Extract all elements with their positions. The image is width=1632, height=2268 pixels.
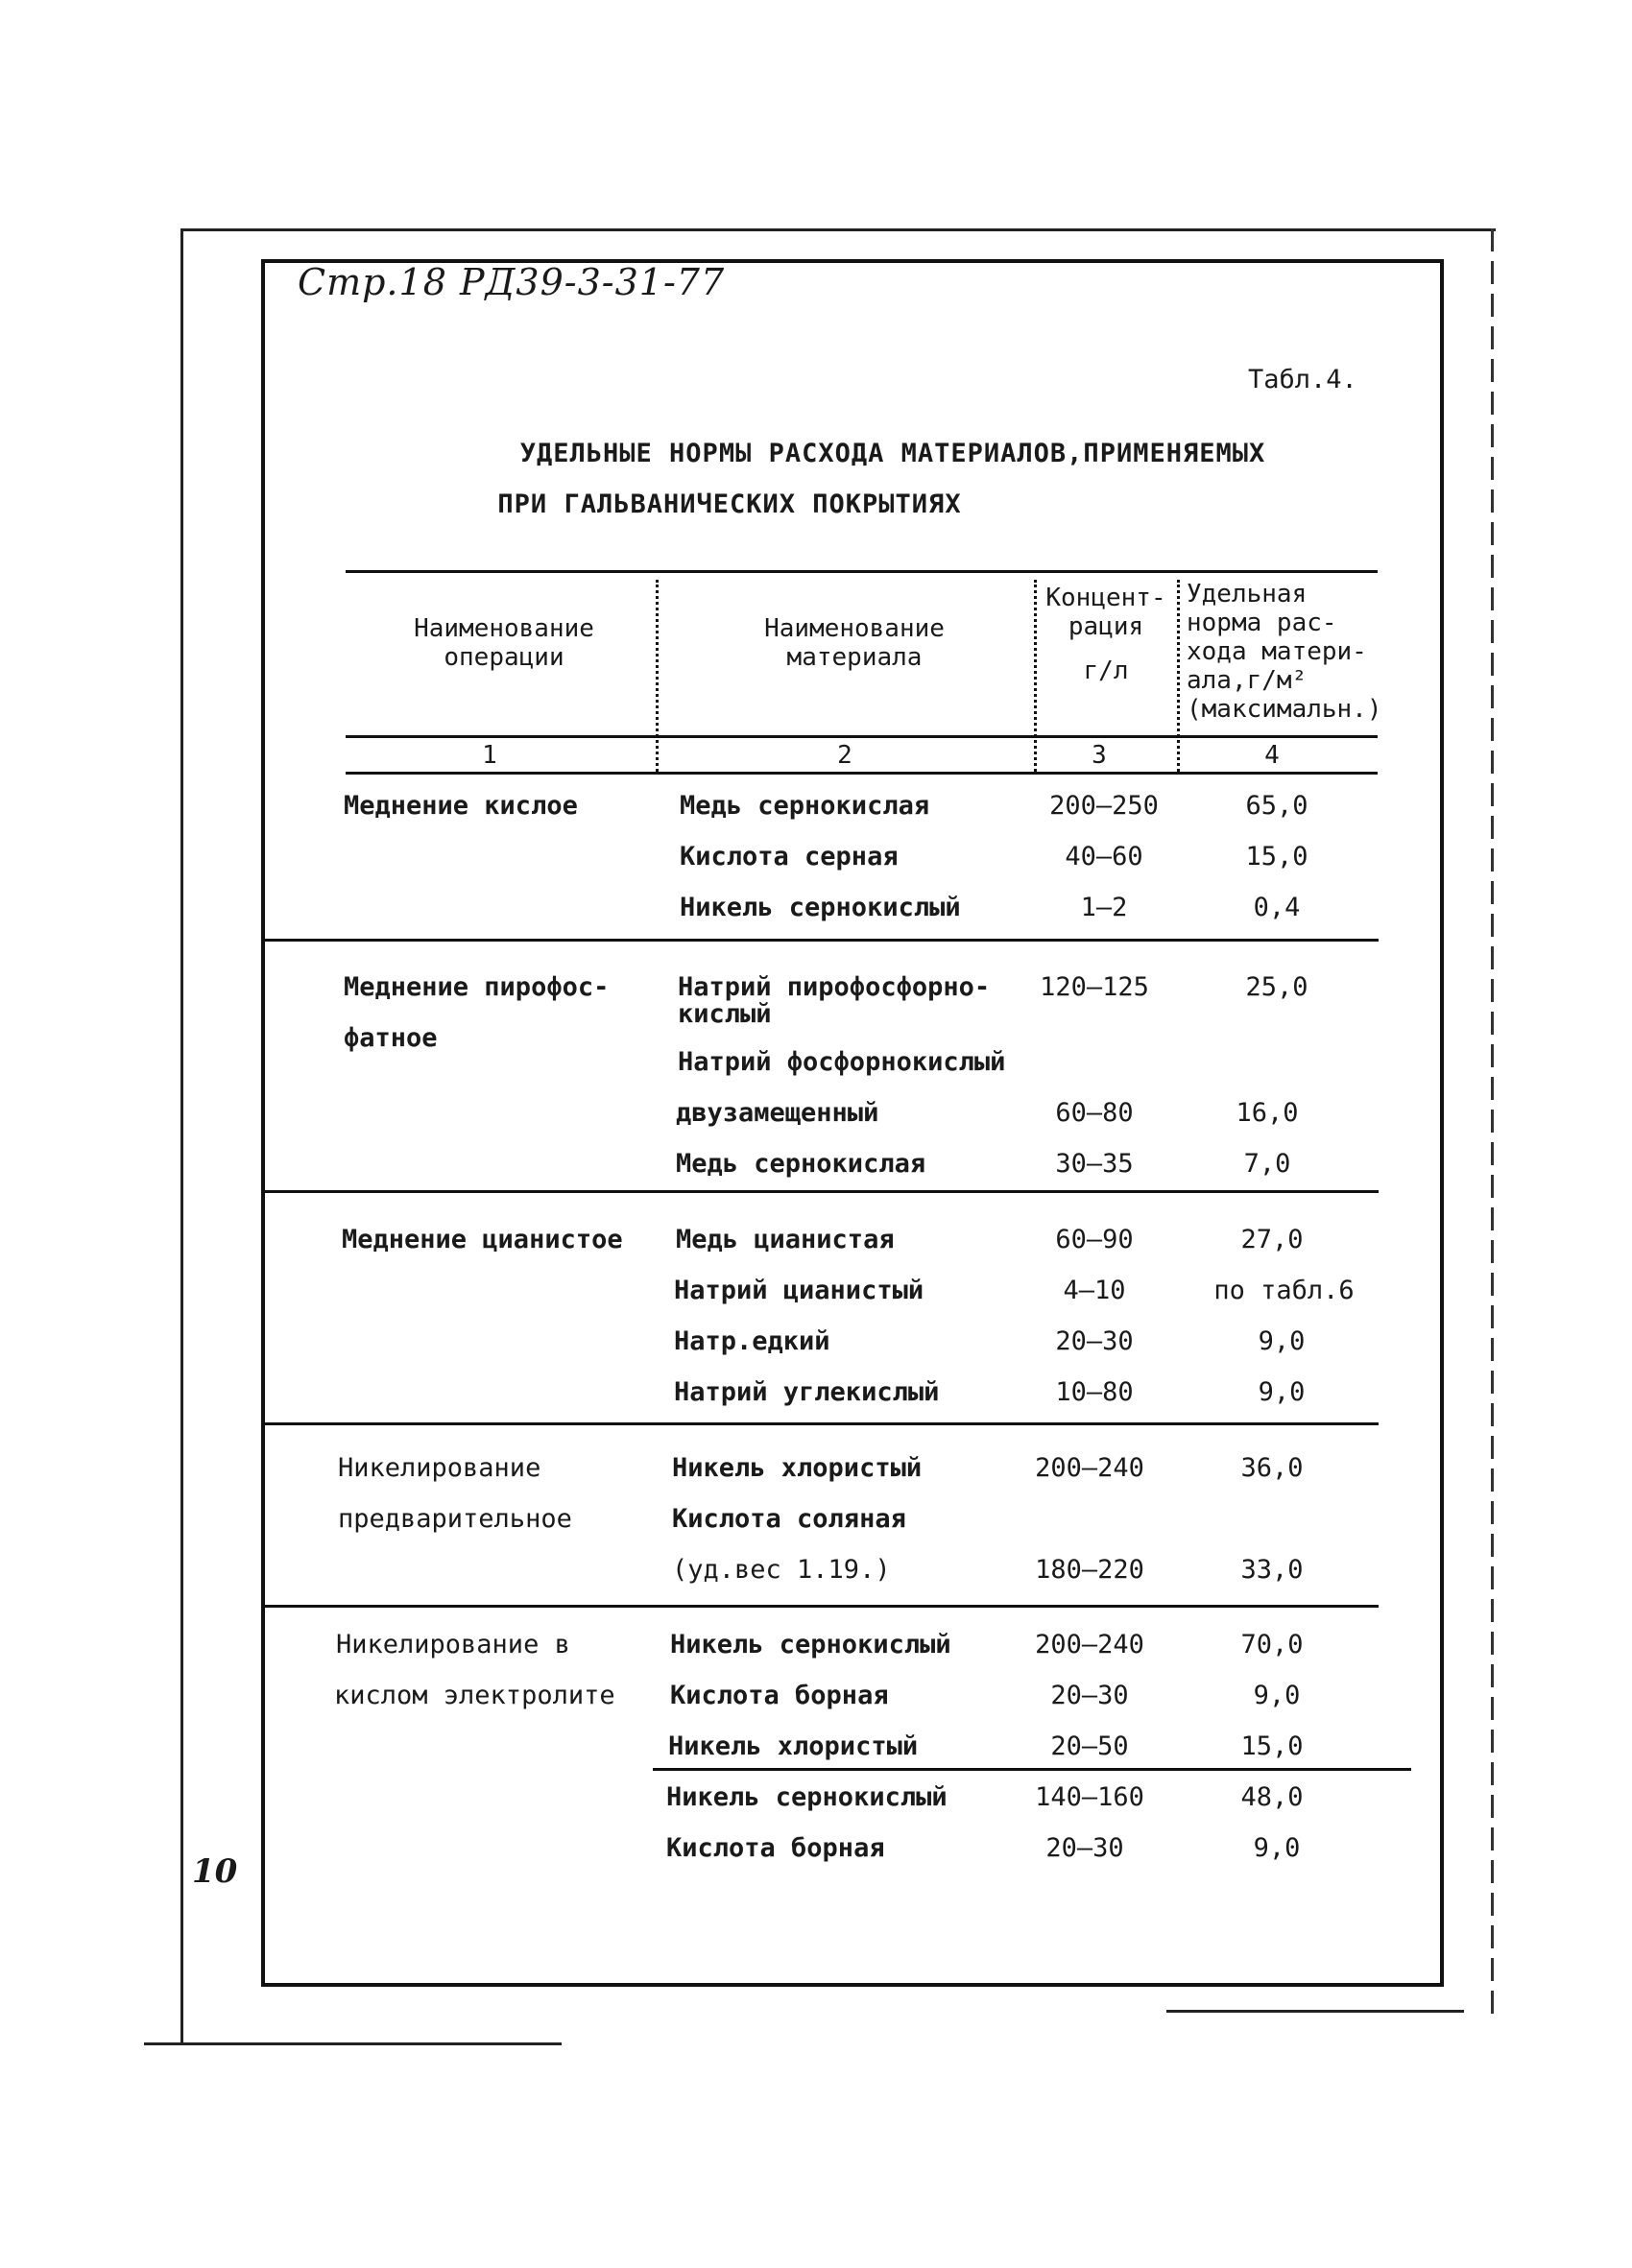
header-separator-2: [1034, 580, 1037, 772]
norm-value: 7,0: [1243, 1149, 1291, 1179]
concentration-value: 60–90: [1055, 1225, 1134, 1254]
column-number-4: 4: [1264, 741, 1280, 770]
material-name: Кислота борная: [666, 1833, 885, 1863]
norm-value: 33,0: [1240, 1555, 1304, 1585]
header-norm: Удельная норма рас- хода матери- ала,г/м² (максимальн.): [1187, 580, 1382, 724]
material-name: Никель сернокислый: [670, 1630, 951, 1659]
section-divider: [265, 1190, 1379, 1193]
section-divider: [265, 1605, 1379, 1608]
material-name: Медь сернокислая: [680, 791, 930, 821]
header-operation: Наименование операции: [414, 614, 594, 672]
concentration-value: 40–60: [1065, 842, 1143, 871]
subsection-divider: [653, 1768, 1411, 1771]
header-top-rule: [346, 570, 1378, 573]
material-name: Медь цианистая: [676, 1225, 895, 1254]
material-name: Натрий цианистый: [674, 1276, 924, 1305]
margin-number: 10: [192, 1852, 238, 1891]
concentration-value: 20–30: [1050, 1681, 1129, 1710]
material-name: Медь сернокислая: [676, 1149, 926, 1179]
material-name: Натрий фосфорнокислый: [678, 1047, 1006, 1077]
norm-value: 70,0: [1240, 1630, 1304, 1659]
concentration-value: 4–10: [1063, 1276, 1126, 1305]
norm-value: 15,0: [1240, 1731, 1304, 1761]
norm-value: 36,0: [1240, 1453, 1304, 1483]
material-name: Натрий углекислый: [674, 1377, 940, 1407]
operation-name-continuation: предварительное: [338, 1504, 572, 1534]
operation-name-continuation: фатное: [344, 1023, 438, 1053]
table-title-line1: УДЕЛЬНЫЕ НОРМЫ РАСХОДА МАТЕРИАЛОВ,ПРИМЕНЯЕМЫХ: [519, 439, 1266, 468]
header-concentration: Концент- рация г/л: [1045, 584, 1166, 685]
header-bottom-rule: [346, 735, 1378, 738]
concentration-value: 20–30: [1055, 1326, 1134, 1356]
norm-value: 9,0: [1253, 1833, 1301, 1863]
material-name: Натр.едкий: [674, 1326, 830, 1356]
column-number-1: 1: [482, 741, 497, 770]
material-name: Никель сернокислый: [666, 1782, 948, 1812]
concentration-value: 200–240: [1035, 1453, 1144, 1483]
norm-value: 9,0: [1258, 1377, 1306, 1407]
concentration-value: 140–160: [1035, 1782, 1144, 1812]
material-name: Кислота соляная: [672, 1504, 906, 1534]
concentration-value: 200–250: [1049, 791, 1159, 821]
concentration-value: 30–35: [1055, 1149, 1134, 1179]
header-separator-3: [1177, 580, 1180, 772]
material-name: Кислота серная: [680, 842, 899, 871]
operation-name-continuation: кислом электролите: [334, 1681, 615, 1710]
concentration-value: 1–2: [1080, 893, 1128, 922]
frame-top-border: [180, 228, 1496, 231]
column-number-3: 3: [1092, 741, 1107, 770]
norm-value: по табл.6: [1213, 1276, 1355, 1305]
section-divider: [265, 939, 1379, 942]
column-number-2: 2: [837, 741, 852, 770]
norm-value: 65,0: [1245, 791, 1308, 821]
operation-name: Меднение цианистое: [342, 1225, 623, 1254]
norm-value: 48,0: [1240, 1782, 1304, 1812]
material-name: Натрий пирофосфорно-: [678, 972, 991, 1002]
norm-value: 16,0: [1236, 1098, 1299, 1128]
frame-right-border: [1491, 228, 1494, 2014]
concentration-value: 120–125: [1040, 972, 1149, 1002]
material-name: Кислота борная: [670, 1681, 889, 1710]
concentration-value: 200–240: [1035, 1630, 1144, 1659]
column-number-rule: [346, 772, 1378, 775]
concentration-value: 10–80: [1055, 1377, 1134, 1407]
header-material: Наименование материала: [764, 614, 945, 672]
table-label: Табл.4.: [1248, 365, 1357, 394]
section-divider: [265, 1422, 1379, 1425]
material-name-continuation: кислый: [678, 999, 772, 1029]
operation-name: Никелирование: [338, 1453, 541, 1483]
material-name-continuation: (уд.вес 1.19.): [672, 1555, 891, 1585]
norm-value: 25,0: [1245, 972, 1308, 1002]
concentration-value: 20–50: [1050, 1731, 1129, 1761]
operation-name: Никелирование в: [336, 1630, 570, 1659]
norm-value: 0,4: [1253, 893, 1301, 922]
table-title-line2: ПРИ ГАЛЬВАНИЧЕСКИХ ПОКРЫТИЯХ: [497, 489, 962, 519]
norm-value: 15,0: [1245, 842, 1308, 871]
norm-value: 9,0: [1253, 1681, 1301, 1710]
operation-name: Меднение кислое: [344, 791, 578, 821]
frame-bottom-border-right: [1166, 2010, 1464, 2013]
norm-value: 27,0: [1240, 1225, 1304, 1254]
material-name: Никель хлористый: [668, 1731, 919, 1761]
norm-value: 9,0: [1258, 1326, 1306, 1356]
header-separator-1: [656, 580, 659, 772]
operation-name: Меднение пирофос-: [344, 972, 610, 1002]
page-reference: Стр.18 РД39-3-31-77: [298, 261, 726, 303]
material-name: Никель хлористый: [672, 1453, 923, 1483]
material-name: двузамещенный: [676, 1098, 879, 1128]
concentration-value: 60–80: [1055, 1098, 1134, 1128]
concentration-value: 20–30: [1045, 1833, 1124, 1863]
frame-left-border: [180, 228, 183, 2042]
frame-bottom-border: [144, 2042, 562, 2045]
material-name: Никель сернокислый: [680, 893, 961, 922]
concentration-value: 180–220: [1035, 1555, 1144, 1585]
